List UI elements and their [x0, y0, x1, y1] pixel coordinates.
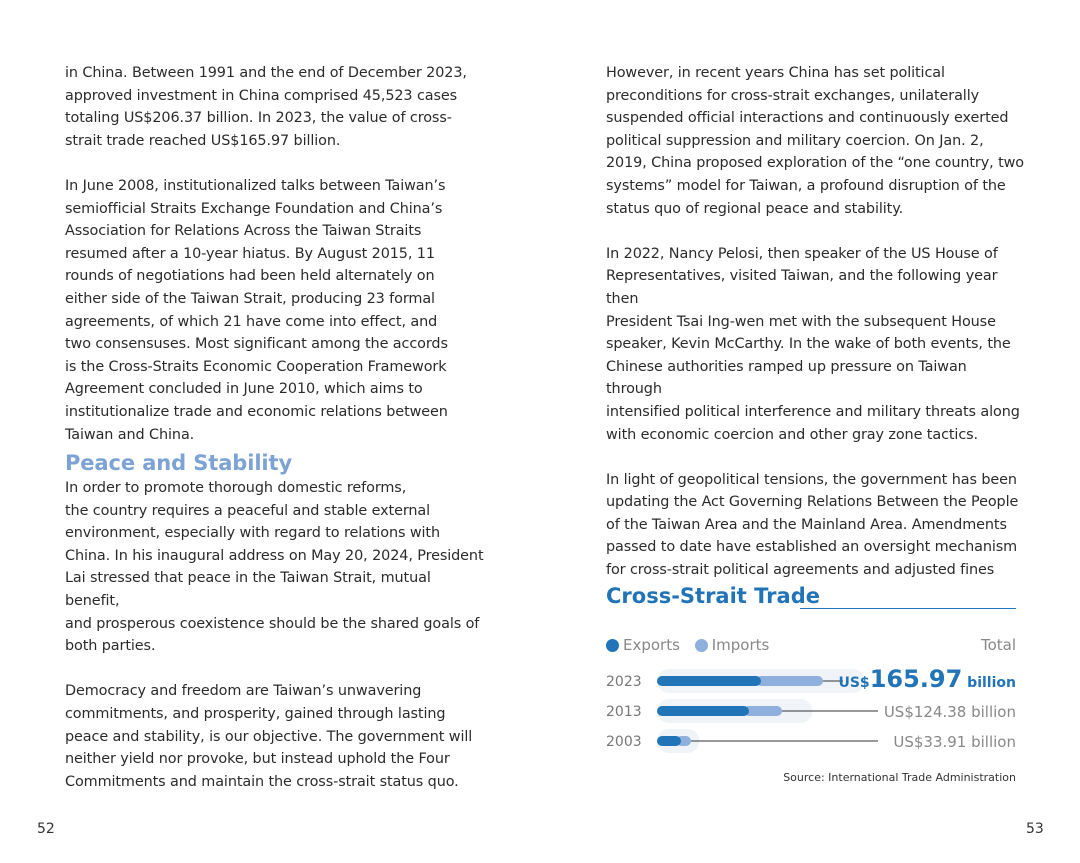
legend-total-label: Total: [980, 636, 1016, 654]
legend-exports: [606, 636, 680, 654]
right-paragraph-1: However, in recent years China has set political preconditions for cross-strait exchanges, unilaterally suspended official interactions and continuously exerted political suppression and military coercion. On Jan. 2, 2019, China proposed exploration of the “one country, two systems” model for Taiwan, a profound disruption of the status quo of regional peace and stability.: [606, 65, 1025, 217]
exports-dot-icon: [606, 639, 619, 652]
total-label-2003: US$33.91 billion: [893, 733, 1016, 751]
year-label-2023: 2023: [606, 674, 642, 690]
chart-legend: [606, 636, 1016, 656]
exports-bar-2013: [657, 706, 749, 716]
chart-title-rule: [800, 608, 1016, 609]
total-label-2013: US$124.38 billion: [883, 703, 1016, 721]
year-label-2013: 2013: [606, 704, 642, 720]
chart-source: Source: International Trade Administration: [783, 771, 1016, 784]
imports-dot-icon: [695, 639, 708, 652]
year-label-2003: 2003: [606, 734, 642, 750]
chart-title: Cross-Strait Trade: [606, 584, 820, 608]
exports-bar-2023: [657, 676, 761, 686]
left-paragraph-1: in China. Between 1991 and the end of December 2023, approved investment in China comprised 45,523 cases totaling US$206.37 billion. In 2023, the value of cross- strait trade reached US$165.97 billion.: [65, 65, 467, 149]
left-column: [65, 62, 485, 793]
section-heading: Peace and Stability: [65, 451, 293, 476]
imports-bar-2023: [756, 676, 823, 686]
right-paragraph-2: In 2022, Nancy Pelosi, then speaker of the US House of Representatives, visited Taiwan, and the following year then President Tsai Ing-wen met with the subsequent House speaker, Kevin McCarthy. In the wake of both events, the Chinese authorities ramped up pressure on Taiwan through intensified political interference and military threats along with economic coercion and other gray zone tactics.: [606, 245, 1020, 443]
left-paragraph-2: In June 2008, institutionalized talks between Taiwan’s semiofficial Straits Exchange Foundation and China’s Association for Relations Across the Taiwan Straits resumed after a 10-year hiatus. By August 2015, 11 rounds of negotiations had been held alternately on either side of the Taiwan Strait, producing 23 formal agreements, of which 21 have come into effect, and two consensuses. Most significant among the accords is the Cross-Straits Economic Cooperation Framework Agreement concluded in June 2010, which aims to institutionalize trade and economic relations between Taiwan and China.: [65, 177, 448, 443]
total-label-2023: US$165.97 billion: [838, 665, 1016, 693]
page-number-right: 53: [1026, 821, 1044, 837]
left-paragraph-3: In order to promote thorough domestic reforms, the country requires a peaceful and stable external environment, especially with regard to relations with China. In his inaugural address on May 20, 2024, President Lai stressed that peace in the Taiwan Strait, mutual benefit, and prosperous coexistence should be the shared goals of both parties.: [65, 480, 484, 655]
page-number-left: 52: [37, 821, 55, 837]
imports-bar-2013: [744, 706, 782, 716]
right-column: [606, 62, 1026, 582]
left-paragraph-4: Democracy and freedom are Taiwan’s unwavering commitments, and prosperity, gained through lasting peace and stability, is our objective. The government will neither yield nor provoke, but instead uphold the Four Commitments and maintain the cross-strait status quo.: [65, 683, 473, 790]
legend-imports-label: Imports: [711, 636, 770, 654]
exports-bar-2003: [657, 736, 681, 746]
right-paragraph-3: In light of geopolitical tensions, the government has been updating the Act Governing Relations Between the People of the Taiwan Area and the Mainland Area. Amendments passed to date have established an oversight mechanism for cross-strait political agreements and adjusted fines: [606, 471, 1019, 579]
legend-exports-label: Exports: [623, 636, 680, 654]
trade-bars-svg: [606, 662, 1016, 762]
legend-imports: [695, 636, 770, 654]
